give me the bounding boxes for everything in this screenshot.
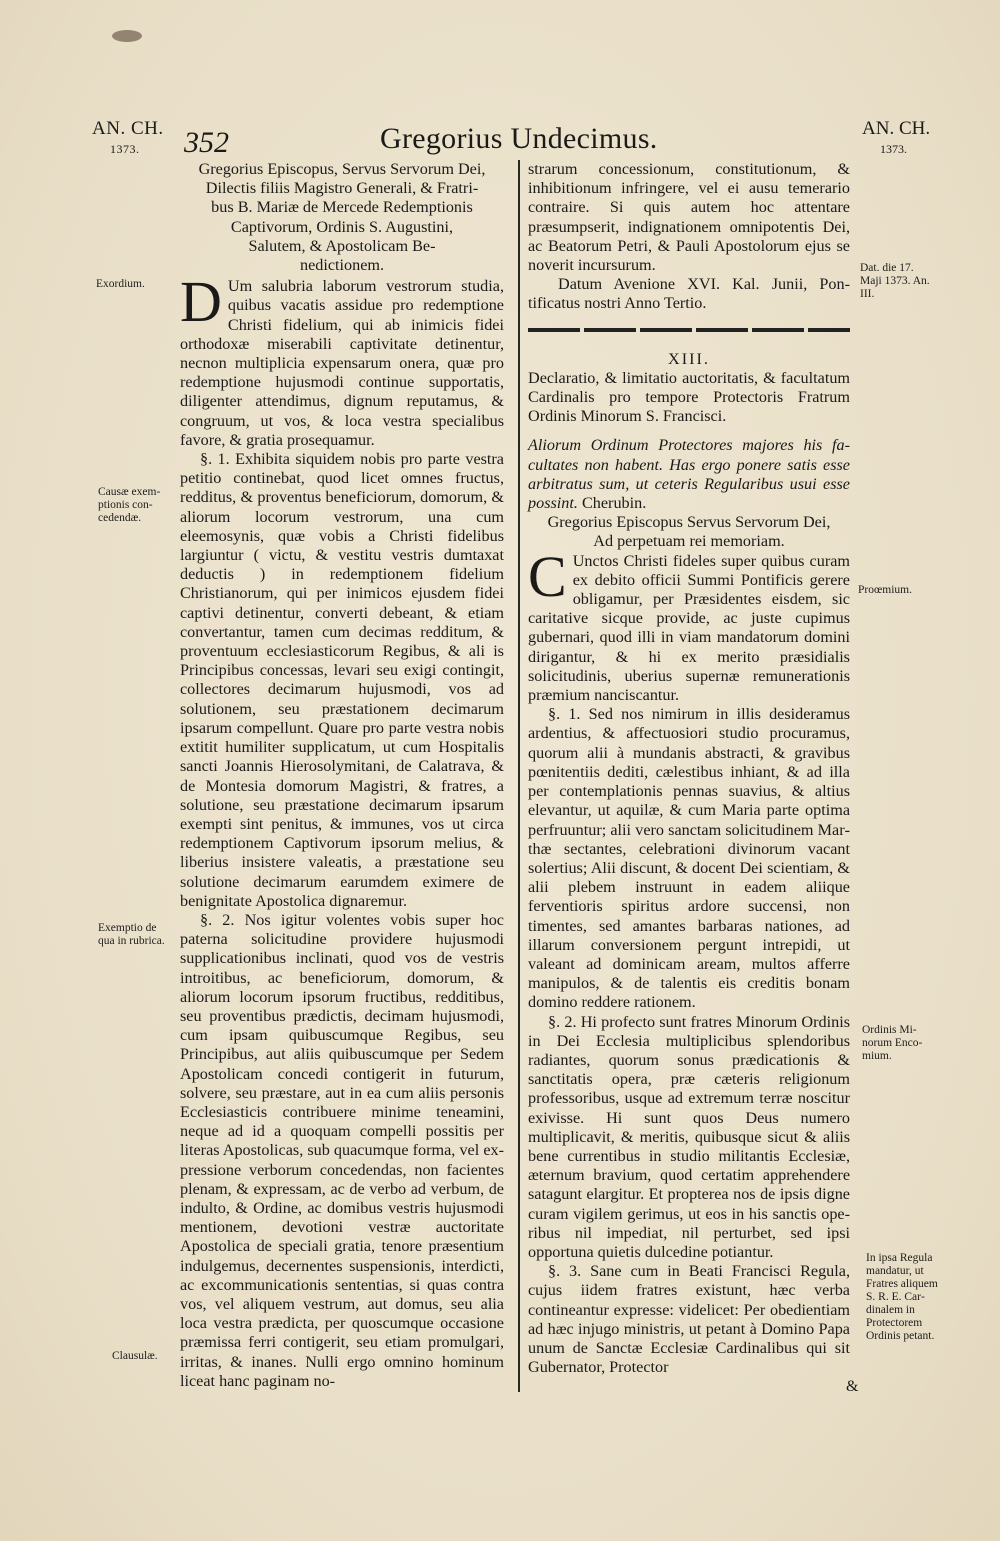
paragraph-section-1: §. 1. Sed nos nimirum in illis desideramus ardentius, & affectuosiori studio procuramus, quorum alii à mundanis abstracti, & gravibus pœnitentiis dediti, cælestibus inhiant, & ad illa per contemplationis pennas suavius, & altius elevantur, ut aquilæ, & cum Maria parte optima perfruuntur; alii vero sanctam solicitudinem Marthæ sectantes, celebrationi divinorum vacant solertius; Alii discunt, & docent Dei scientiam, & alii plebem instruunt in eadem aliique ferventioris spiritus ardore succensi, non timentes, sed amantes barbaras nationes, ad illarum conversionem pergunt intrepidi, ut valeant ad dominicam aream, multos afferre manipulos, & de talentis eis creditis bonam domino reddere rationem. (528, 705, 850, 1012)
margin-note-causae: Causæ exemptionis concedendæ. (98, 486, 161, 524)
year-left: 1373. (110, 142, 140, 156)
paragraph-text: Unctos Christi fideles super quibus curam ex debito officii Summi Pontificis gerere obligamur, per Præsidentes eisdem, sic caritative sicque provide, ac juste cupimus gubernari, quod illi in viam mandatorum domini dirigantur, & hi ex merito præsidialis solicitudinis, uberius supernæ remunerationis præmium nanciscantur. (528, 551, 850, 705)
an-ch-right: AN. CH. (862, 118, 931, 139)
margin-note-exemptio: Exemptio de qua in rubrica. (98, 922, 165, 947)
column-left (180, 160, 504, 1391)
drop-cap: C (528, 543, 567, 609)
ink-stain (112, 30, 142, 42)
salutation-line: bus B. Mariæ de Mercede Redemptionis (211, 198, 473, 217)
paragraph-section-1: §. 1. Exhibita siquidem nobis pro parte vestra petitio continebat, quod licet omnes fructus, redditus, & proventus beneficiorum, domorum, & aliorum locorum vestrorum, una cum eleemosynis, quæ vobis a Christi fidelibus largiuntur ( victu, & vestitu vestris dumtaxat deductis ) in redemptionem fidelium Christianorum, qui per inimicos ejusdem fidei captivi detinentur, converti debeant, & etiam convertantur, tamen cum decimas redditum, & proventuum ecclesiasticorum Regibus, & ali is Principibus concessas, levari seu exigi contingit, collectores decimarum hujusmodi, vos ad solutionem, seu præstationem decimarum ipsarum compellunt. Quare pro parte vestra nobis extitit humiliter supplicatum, ut cum Hospitalis sancti Joannis Hierosolymitani, de Calatrava, & de Montesia domorum Magistri, & fratres, a solutione, seu præstatione decimarum ipsarum exempti sint penitus, & immunes, vos ut circa redemptionem Captivorum ipsorum melius, & liberius insistere valeatis, a præstatione seu solutione decimarum earumdem eximere de benignitate Apostolica dignaremur. (180, 450, 504, 910)
summary-text: Aliorum Ordinum Protectores majores his facultates non habent. Has ergo ponere satis esse arbitratus sum, ut ceteris Regularibus usui esse possint. (528, 436, 850, 513)
salutation-line: Dilectis filiis Magistro Generali, & Fratri- (205, 179, 479, 198)
year-right: 1373. (880, 142, 907, 156)
drop-cap: D (180, 269, 222, 335)
margin-note-dat: Dat. die 17. Maji 1373. An. III. (860, 262, 930, 300)
dating-clause: Datum Avenione XVI. Kal. Junii, Pontificatus nostri Anno Tertio. (528, 275, 850, 313)
running-head-right (862, 118, 930, 157)
paragraph-section-2: §. 2. Hi profecto sunt fratres Minorum Ordinis in Dei Ecclesia multiplicibus splendoribus radiantes, quorum sonus prædicationis & sanctitatis opera, præ cæteris religionum professoribus, usque ad extremum terræ noscitur exivisse. Hi sunt quos Deus numero multiplicavit, & meritis, quibusque sicut & aliis bene currentibus in studio militantis Ecclesiæ, æternum bravium, quod certatim apprehendere satagunt elargitur. Et propterea nos de ipsis digne curam vigilem gerimus, ut eos in his sanctis operibus nil impediat, nil perturbet, sed ipsi opportuna quietis dulcedine potiantur. (528, 1012, 850, 1261)
editorial-summary (528, 436, 850, 513)
salutation-line: Salutem, & Apostolicam Be- (248, 236, 436, 255)
paragraph-text: Um salubria laborum vestrorum studia, quibus vacatis assidue pro redemptione Christi fidelium, qui ab inimicis fidei orthodoxæ miserabili captivitate detinentur, necnon multiplicia expensarum onera, quæ pro redemptione hujusmodi continue supportatis, diligenter attendimus, dignum reputamus, & congruum, ut vos, & loca vestra specialibus favore, & gratia prosequamur. (180, 277, 504, 449)
running-title: Gregorius Undecimus. (380, 122, 658, 155)
document-title: Declaratio, & limitatio auctoritatis, & facultatum Cardinalis pro tempore Protectoris Fratrum Ordinis Minorum S. Francisci. (528, 368, 850, 426)
margin-note-exordium: Exordium. (96, 278, 145, 290)
margin-note-ordinis: Ordinis Minorum Encomium. (862, 1024, 923, 1062)
paragraph-proemium (528, 543, 850, 706)
paragraph-section-3: §. 3. Sane cum in Beati Francisci Regula, cujus iidem fratres existunt, hæc verba contineantur expresse: videlicet: Per obedientiam ad hæc injugo ministris, ut petant à Domino Papa unum de Sanctæ Ecclesiæ Cardinalibus qui sit Gubernator, Protector (528, 1262, 850, 1377)
catchword: & (846, 1378, 859, 1395)
margin-note-in-ipsa: In ipsa Regula mandatur, ut Fratres aliquem S. R. E. Cardinalem in Protectorem Ordinis petant. (866, 1252, 938, 1342)
salutation-line: nedictionem. (299, 256, 385, 275)
page-number: 352 (184, 126, 229, 159)
salutation-line: Gregorius Episcopus Servus Servorum Dei, (547, 513, 831, 532)
salutation-line: Gregorius Episcopus, Servus Servorum Dei, (198, 160, 486, 178)
summary-author: Cherubin. (581, 494, 647, 513)
margin-note-proemium: Proœmium. (858, 584, 912, 596)
salutation-line: Captivorum, Ordinis S. Augustini, (230, 217, 454, 236)
an-ch-left: AN. CH. (92, 118, 164, 139)
paragraph-section-2: §. 2. Nos igitur volentes vobis super hoc paterna solicitudine providere hujusmodi supplicationibus inclinati, quod vos de vestris introitibus, ac beneficiorum, domorum, & aliorum locorum ipsorum fructibus, redditibus, seu proventibus prædictis, decimam hujusmodi, cum ipsam quibuscumque Regibus, seu Principibus, aut aliis quibuscumque per Sedem Apostolicam concedi contigerit in futurum, solvere, seu præstare, aut in ea cum aliis personis Ecclesiasticis contribuere minime teneamini, neque ad id a quoquam compelli possitis per literas Apostolicas, sub quacumque forma, vel expressione verborum concedendas, non facientes plenam, & expressam, ac de verbo ad verbum, de indulto, & Ordine, ac domibus vestris hujusmodi mentionem, devotioni vestræ auctoritate Apostolica de speciali gratia, tenore præsentium indulgemus, decernentes suspensionis, interdicti, ac excommunicationis sententias, si quas contra vos, vel aliquem vestrum, aut domus, seu alia loca vestra prædicta, per quoscumque occasione præmissa ferri contigerit, seu etiam promulgari, irritas, & inanes. Nulli ergo omnino hominum liceat hanc paginam no- (180, 910, 504, 1390)
margin-note-clausulae: Clausulæ. (112, 1350, 158, 1362)
salutation-line: Ad perpetuam rei memoriam. (593, 532, 785, 551)
column-right (528, 160, 850, 1377)
section-rule (528, 328, 850, 332)
running-head-left (92, 118, 164, 157)
paragraph-exordium (180, 269, 504, 450)
column-divider (518, 160, 520, 1392)
document-number: XIII. (668, 349, 710, 368)
paragraph-continuation: strarum concessionum, constitutionum, & inhibitionum infringere, vel ei ausu temerario contraire. Si quis autem hoc attentare præsumpserit, indignationem omnipotentis Dei, ac Beatorum Petri, & Pauli Apostolorum ejus se noverit incursurum. (528, 160, 850, 275)
